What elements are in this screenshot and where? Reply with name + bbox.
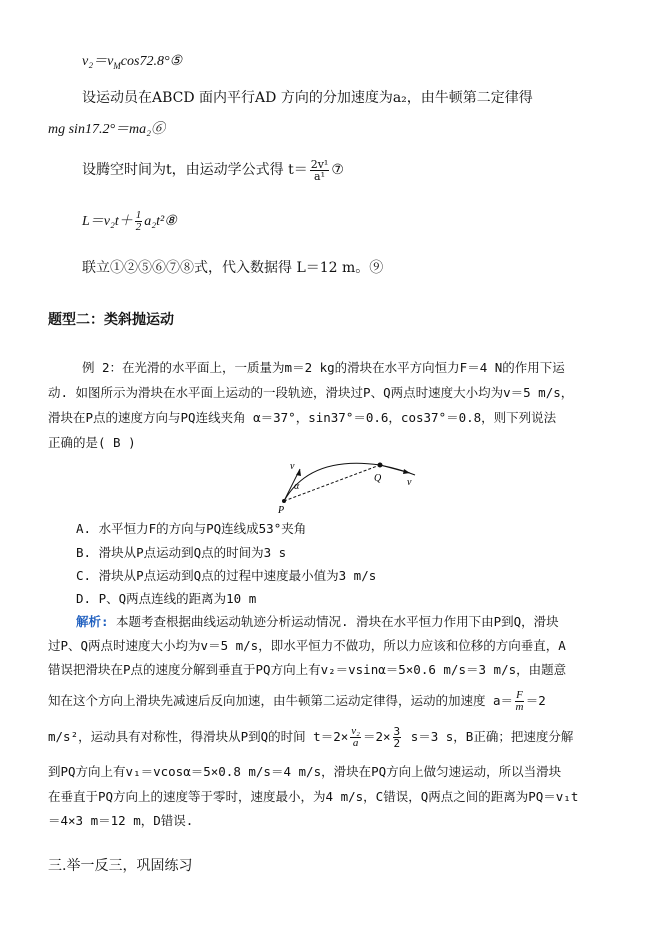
fraction-t-den: a¹: [314, 169, 325, 183]
eq-v2-rest: cos72.8°⑤: [120, 54, 183, 69]
fraction-v2-over-a: [350, 726, 361, 749]
eq-v2-sub: M: [113, 60, 121, 71]
velocity-p-arrowhead: [296, 469, 301, 476]
analysis-5-prefix: m/s²，运动具有对称性，得滑块从P到Q的时间 t＝2×: [48, 729, 349, 744]
point-p: [282, 499, 286, 503]
label-v-left: v: [290, 461, 295, 472]
analysis-line-2: 过P、Q两点时速度大小均为v＝5 m/s，即水平恒力不做功，所以力应该和位移的方向垂直，A: [48, 638, 566, 653]
fraction-2-den: 2: [393, 737, 401, 750]
section-title-three: 三.举一反三，巩固练习: [48, 858, 193, 874]
time-suffix: ⑦: [331, 162, 344, 178]
fraction-3-over-2: [393, 726, 402, 749]
example-line-3: 滑块在P点的速度方向与PQ连线夹角 α＝37°，sin37°＝0.6，cos37°＝0.8，则下列说法: [48, 410, 557, 425]
time-prefix: 设腾空时间为t，由运动学公式得 t＝: [82, 162, 308, 178]
label-v-right: v: [407, 477, 412, 488]
option-c: C. 滑块从P点运动到Q点的过程中速度最小值为3 m/s: [76, 568, 377, 583]
analysis-line-1: [76, 612, 559, 632]
fraction-m-den: m: [515, 701, 524, 713]
label-q: Q: [374, 473, 382, 484]
analysis-5-mid: ＝2×: [362, 729, 391, 744]
section-title-type2: 题型二：类斜抛运动: [48, 312, 174, 328]
trajectory-diagram: [270, 455, 430, 515]
analysis-text-1: 本题考查根据曲线运动轨迹分析运动情况. 滑块在水平恒力作用下由P到Q，滑块: [108, 614, 559, 629]
analysis-line-5: [48, 724, 573, 750]
paragraph-time: [82, 158, 344, 182]
example-line-4: 正确的是( B ): [48, 435, 136, 450]
analysis-4-prefix: 知在这个方向上滑块先减速后反向加速，由牛顿第二运动定律得，运动的加速度 a＝: [48, 693, 514, 708]
point-q: [378, 463, 383, 468]
fraction-3-num: 3: [393, 725, 401, 738]
analysis-label: 解析:: [76, 614, 109, 629]
fraction-a-den: a: [352, 737, 359, 749]
fraction-f-num: F: [516, 689, 523, 701]
equation-mg: mg sin17.2°＝ma₂⑥: [48, 122, 166, 137]
fraction-v2-num: v₂: [351, 725, 360, 737]
option-a: A. 水平恒力F的方向与PQ连线成53°夹角: [76, 521, 307, 536]
analysis-line-4: [48, 688, 546, 714]
fraction-t: [310, 159, 330, 182]
analysis-line-7: 在垂直于PQ方向上的速度等于零时，速度最小，为4 m/s，C错误，Q两点之间的距离为PQ＝v₁t: [48, 789, 579, 804]
label-p: P: [278, 505, 285, 515]
analysis-4-suffix: ＝2: [525, 693, 546, 708]
fraction-half-num: 1: [135, 209, 142, 222]
analysis-line-8: ＝4×3 m＝12 m，D错误.: [48, 813, 194, 828]
equation-L: [82, 210, 177, 234]
eq-L-suffix: a₂t²⑧: [144, 214, 177, 229]
paragraph-setup: 设运动员在ABCD 面内平行AD 方向的分加速度为a₂，由牛顿第二定律得: [82, 90, 533, 106]
example-line-1: 例 2：在光滑的水平面上，一质量为m＝2 kg的滑块在水平方向恒力F＝4 N的作用下运: [82, 360, 565, 375]
analysis-line-6: 到PQ方向上有v₁＝vcosα＝5×0.8 m/s＝4 m/s，滑块在PQ方向上做匀速运动，所以当滑块: [48, 764, 562, 779]
fraction-half: [135, 210, 143, 233]
eq-L-prefix: L＝v₂t＋: [82, 214, 133, 229]
equation-v2: [82, 52, 182, 76]
option-b: B. 滑块从P点运动到Q点的时间为3 s: [76, 545, 287, 560]
eq-v2-text: v₂＝v: [82, 54, 114, 69]
fraction-t-num: 2v¹: [310, 157, 329, 171]
analysis-line-3: 错误把滑块在P点的速度分解到垂直于PQ方向上有v₂＝vsinα＝5×0.6 m/s＝3 m/s，由题意: [48, 662, 567, 677]
analysis-5-suffix: s＝3 s，B正确；把速度分解: [403, 729, 574, 744]
example-line-2: 动. 如图所示为滑块在水平面上运动的一段轨迹，滑块过P、Q两点时速度大小均为v＝5 m/s，: [48, 385, 574, 400]
fraction-f-over-m: [515, 690, 524, 713]
option-d: D. P、Q两点连线的距离为10 m: [76, 591, 257, 606]
fraction-half-den: 2: [135, 221, 142, 234]
label-alpha: α: [294, 481, 300, 492]
paragraph-combine: 联立①②⑤⑥⑦⑧式，代入数据得 L＝12 m。⑨: [82, 260, 384, 276]
